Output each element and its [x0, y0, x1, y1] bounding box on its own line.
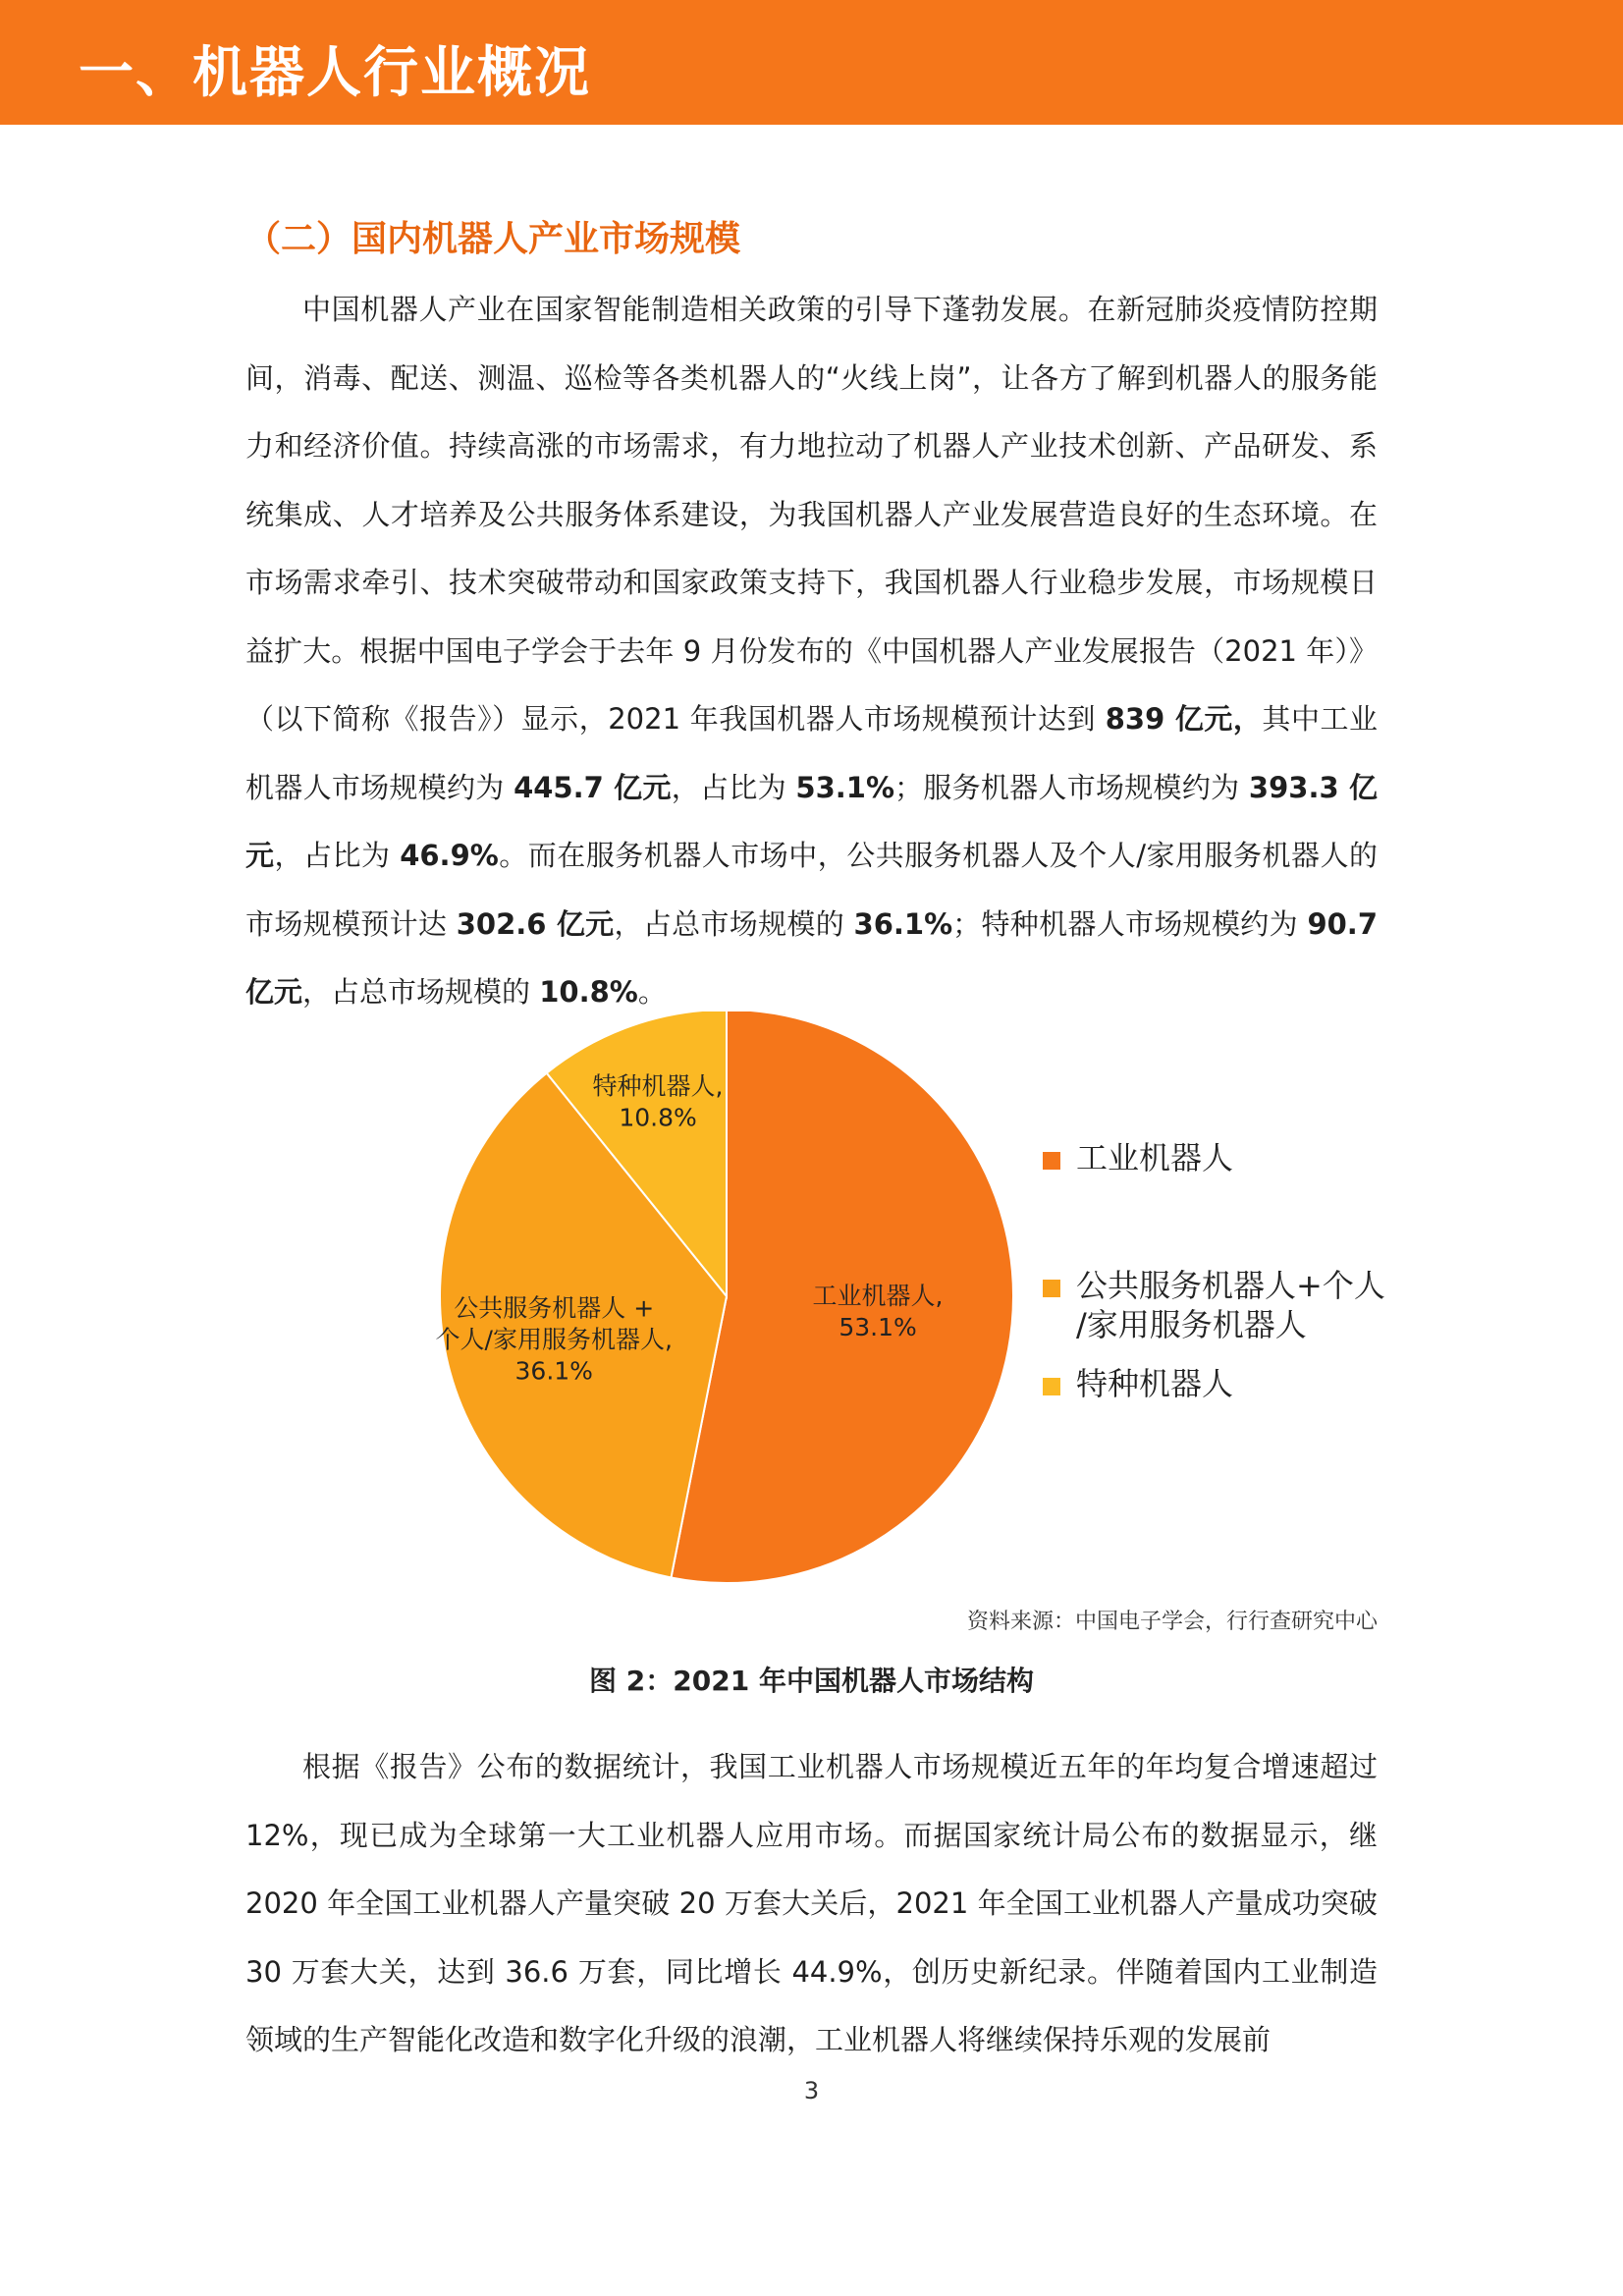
- paragraph-text: ，占比为: [671, 770, 796, 804]
- section-heading: （二）国内机器人产业市场规模: [245, 219, 741, 259]
- bold-figure: 839 亿元，: [1105, 702, 1263, 736]
- page-header-title: 一、机器人行业概况: [79, 41, 591, 105]
- slice-data-label: 36.1%: [514, 1356, 593, 1386]
- paragraph-text: ，占总市场规模的: [302, 975, 540, 1009]
- paragraph-text: ；服务机器人市场规模约为: [894, 770, 1249, 804]
- slice-data-label: 10.8%: [619, 1103, 697, 1132]
- pie-chart: [432, 1011, 1394, 1601]
- paragraph-text: 。而在服务机器人市场中，公共服务机器人及个人/家用服务机器人的市场规模预计达: [245, 839, 1378, 941]
- slice-data-label: 公共服务机器人 +: [454, 1293, 655, 1323]
- bold-figure: 302.6 亿元: [456, 906, 615, 941]
- bold-figure: 445.7 亿元: [514, 770, 672, 804]
- paragraph-text: 中国机器人产业在国家智能制造相关政策的引导下蓬勃发展。在新冠肺炎疫情防控期间，消毒、配送、测温、巡检等各类机器人的“火线上岗”，让各方了解到机器人的服务能力和经济价值。持续高涨的市场需求，有力地拉动了机器人产业技术创新、产品研发、系统集成、人才培养及公共服务体系建设，为我国机器人产业发展营造良好的生态环境。在市场需求牵引、技术突破带动和国家政策支持下，我国机器人行业稳步发展，市场规模日益扩大。根据中国电子学会于去年 9 月份发布的《中国机器人产业发展报告（2021 年）》（以下简称《报告》）显示，2021 年我国机器人市场规模预计达到: [245, 293, 1378, 736]
- bold-figure: 10.8%: [539, 975, 638, 1009]
- body-paragraph-2: [245, 1733, 1378, 2075]
- pie-chart-svg: [432, 1011, 1394, 1601]
- bold-figure: 36.1%: [853, 906, 953, 941]
- legend-swatch: [1043, 1378, 1060, 1395]
- paragraph-text: 。: [637, 975, 667, 1009]
- paragraph-text: ，占比为: [274, 839, 401, 872]
- bold-figure: 393.3 亿元: [245, 770, 1379, 872]
- legend-label: 特种机器人: [1076, 1365, 1234, 1402]
- bold-figure: 46.9%: [400, 839, 499, 872]
- legend-label: /家用服务机器人: [1076, 1306, 1307, 1343]
- legend-swatch: [1043, 1280, 1060, 1297]
- bold-figure: 90.7 亿元: [245, 906, 1379, 1009]
- slice-data-label: 特种机器人,: [592, 1071, 724, 1101]
- figure-source: 资料来源：中国电子学会，行行查研究中心: [966, 1610, 1378, 1634]
- slice-data-label: 个人/家用服务机器人,: [435, 1325, 673, 1354]
- header-band: [0, 0, 1623, 125]
- paragraph-text: ；特种机器人市场规模约为: [952, 906, 1308, 941]
- bold-figure: 53.1%: [795, 770, 894, 804]
- body-paragraph-1: [245, 276, 1378, 1027]
- slice-data-label: 工业机器人,: [812, 1282, 944, 1311]
- legend-swatch: [1043, 1152, 1060, 1170]
- page-number: 3: [803, 2077, 820, 2105]
- paragraph-text: ，占总市场规模的: [614, 906, 854, 941]
- legend-label: 工业机器人: [1076, 1139, 1234, 1176]
- figure-caption: 图 2：2021 年中国机器人市场结构: [589, 1665, 1034, 1697]
- slice-data-label: 53.1%: [839, 1313, 917, 1342]
- paragraph-text: 其中工业机器人市场规模约为: [245, 702, 1378, 804]
- paragraph-text: 根据《报告》公布的数据统计，我国工业机器人市场规模近五年的年均复合增速超过 12%，现已成为全球第一大工业机器人应用市场。而据国家统计局公布的数据显示，继 2020 年全国工业机器人产量突破 20 万套大关后，2021 年全国工业机器人产量成功突破 30 万套大关，达到 36.6 万套，同比增长 44.9%，创历史新纪录。伴随着国内工业制造领域的生产智能化改造和数字化升级的浪潮，工业机器人将继续保持乐观的发展前: [245, 1750, 1378, 2056]
- legend-label: 公共服务机器人+个人: [1076, 1267, 1385, 1304]
